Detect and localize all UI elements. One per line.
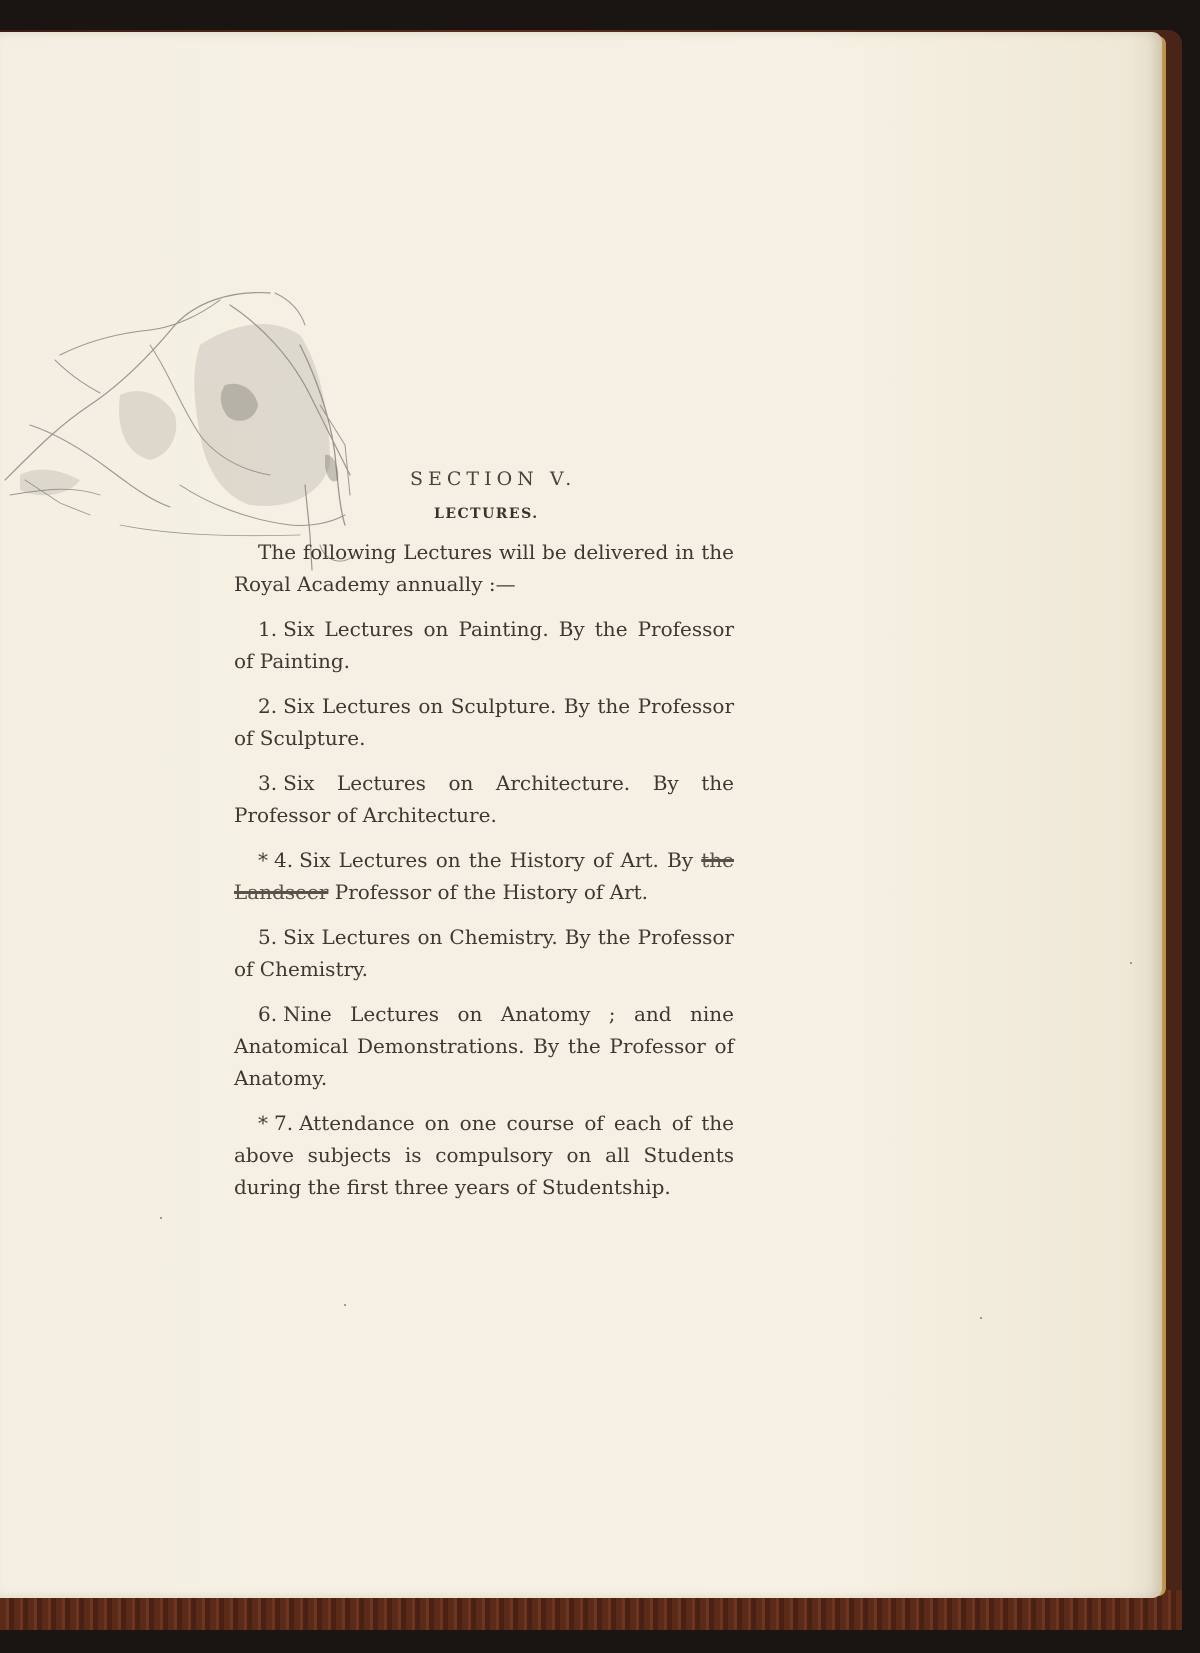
struck-through-text: the Landseer [234, 848, 735, 904]
asterisk-marker: * [258, 1111, 268, 1135]
lecture-item [234, 767, 734, 831]
item-text: Attendance on one course of each of the above subjects is compulsory on all Students during the first three years of Studentship. [234, 1111, 734, 1199]
lecture-item [234, 998, 734, 1094]
item-number: 7. [274, 1111, 294, 1135]
asterisk-marker: * [258, 848, 268, 872]
paper-speck [1130, 962, 1132, 964]
item-text: Six Lectures on Painting. By the Professor of Painting. [234, 617, 734, 673]
lectures-section [234, 468, 734, 1216]
lecture-item [234, 921, 734, 985]
item-number: 4. [274, 848, 294, 872]
paper-speck [160, 1217, 162, 1219]
lecture-item [234, 690, 734, 754]
lecture-item [234, 844, 734, 908]
item-text: Six Lectures on the History of Art. By [299, 848, 694, 872]
item-text: Six Lectures on Architecture. By the Professor of Architecture. [234, 771, 734, 827]
item-number: 3. [258, 771, 278, 795]
item-text: Six Lectures on Sculpture. By the Professor of Sculpture. [234, 694, 734, 750]
section-title: SECTION V. [410, 468, 577, 490]
item-number: 1. [258, 617, 278, 641]
item-text: Nine Lectures on Anatomy ; and nine Anatomical Demonstrations. By the Professor of Anatomy. [234, 1002, 734, 1090]
item-number: 5. [258, 925, 278, 949]
section-subtitle: LECTURES. [434, 506, 539, 522]
paper-speck [980, 1317, 982, 1319]
lecture-item [234, 613, 734, 677]
intro-paragraph: The following Lectures will be delivered in the Royal Academy annually :— [234, 540, 734, 596]
item-text-continued: Professor of the History of Art. [334, 880, 649, 904]
paper-speck [344, 1304, 346, 1306]
lecture-item [234, 1107, 734, 1203]
item-number: 6. [258, 1002, 278, 1026]
item-number: 2. [258, 694, 278, 718]
item-text: Six Lectures on Chemistry. By the Professor of Chemistry. [234, 925, 734, 981]
